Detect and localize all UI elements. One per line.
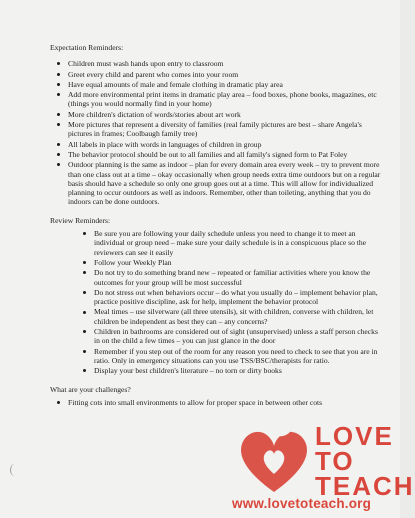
expectation-heading: Expectation Reminders: (50, 43, 124, 52)
review-heading: Review Reminders: (50, 215, 111, 225)
margin-pen-mark (10, 464, 19, 476)
love-to-teach-logo (232, 421, 415, 518)
review-item: Display your best children's literature – no torn or dirty books (50, 366, 382, 375)
challenges-section (50, 385, 382, 408)
review-item: Do not try to do something brand new – repeated or familiar activities where you know the outcomes for your group will be most successful (50, 268, 382, 287)
review-section (50, 216, 382, 376)
expectation-item: All labels in place with words in languages of children in group (50, 140, 382, 149)
logo-url: www.lovetoteach.org (232, 496, 372, 511)
expectation-list (50, 59, 382, 206)
expectation-item: Add more environmental print items in dramatic play area – food boxes, phone books, magazines, etc (things you would normally find in your home) (50, 90, 382, 109)
review-item: Be sure you are following your daily schedule unless you need to change it to meet an individual or group need – make sure your daily schedule is in a conspicuous place so the reviewers can see it easily (50, 229, 382, 257)
expectation-item: Children must wash hands upon entry to classroom (50, 59, 382, 68)
review-item: Follow your Weekly Plan (50, 258, 382, 267)
review-item: Meal times – use silverware (all three utensils), sit with children, converse with children, let children be independent as best they can – any concerns? (50, 307, 382, 326)
expectation-item: Greet every child and parent who comes into your room (50, 70, 382, 79)
expectation-item: More children's dictation of words/stories about art work (50, 110, 382, 119)
review-list (50, 229, 382, 375)
logo-line-love: LOVE (315, 421, 394, 451)
logo-wordmark (315, 421, 415, 501)
logo-line-to: TO (315, 446, 355, 476)
review-item: Remember if you step out of the room for any reason you need to check to see that you are in ratio. Only in emergency situations can you use TSS/BSC/therapists for ratio. (50, 347, 382, 366)
review-item: Do not stress out when behaviors occur – do what you usually do – implement behavior plan, practice positive discipline, ask for help, implement the behavior protocol (50, 288, 382, 307)
document-body (50, 43, 382, 416)
expectation-item: Have equal amounts of male and female clothing in dramatic play area (50, 80, 382, 89)
review-item: Children in bathrooms are considered out of sight (unsupervised) unless a staff person checks in on the child a few times – you can just glance in the door (50, 327, 382, 346)
expectation-item: More pictures that represent a diversity of families (real family pictures are best – share Angela's pictures in frames; Coolbaugh family tree) (50, 120, 382, 139)
logo-line-teach: TEACH (315, 471, 415, 501)
expectation-item: The behavior protocol should be out to all families and all family's signed form to Pat Foley (50, 150, 382, 159)
heart-apple-icon (236, 426, 312, 496)
expectation-section (50, 43, 382, 207)
challenge-item: Fitting cots into small environments to allow for proper space in between other cots (50, 398, 382, 407)
challenges-list (50, 398, 382, 407)
expectation-item: Outdoor planning is the same as indoor – plan for every domain area every week – try to prevent more than one class out at a time – okay occasionally when group needs extra time outdoors but on a regular basis should have a schedule so only one group goes out at a time. This will allow for individualized planning to occur outdoors as well as indoors. Remember, other than toileting, anything that you do indoors can be done outdoors. (50, 160, 382, 206)
challenges-heading: What are your challenges? (50, 384, 131, 394)
